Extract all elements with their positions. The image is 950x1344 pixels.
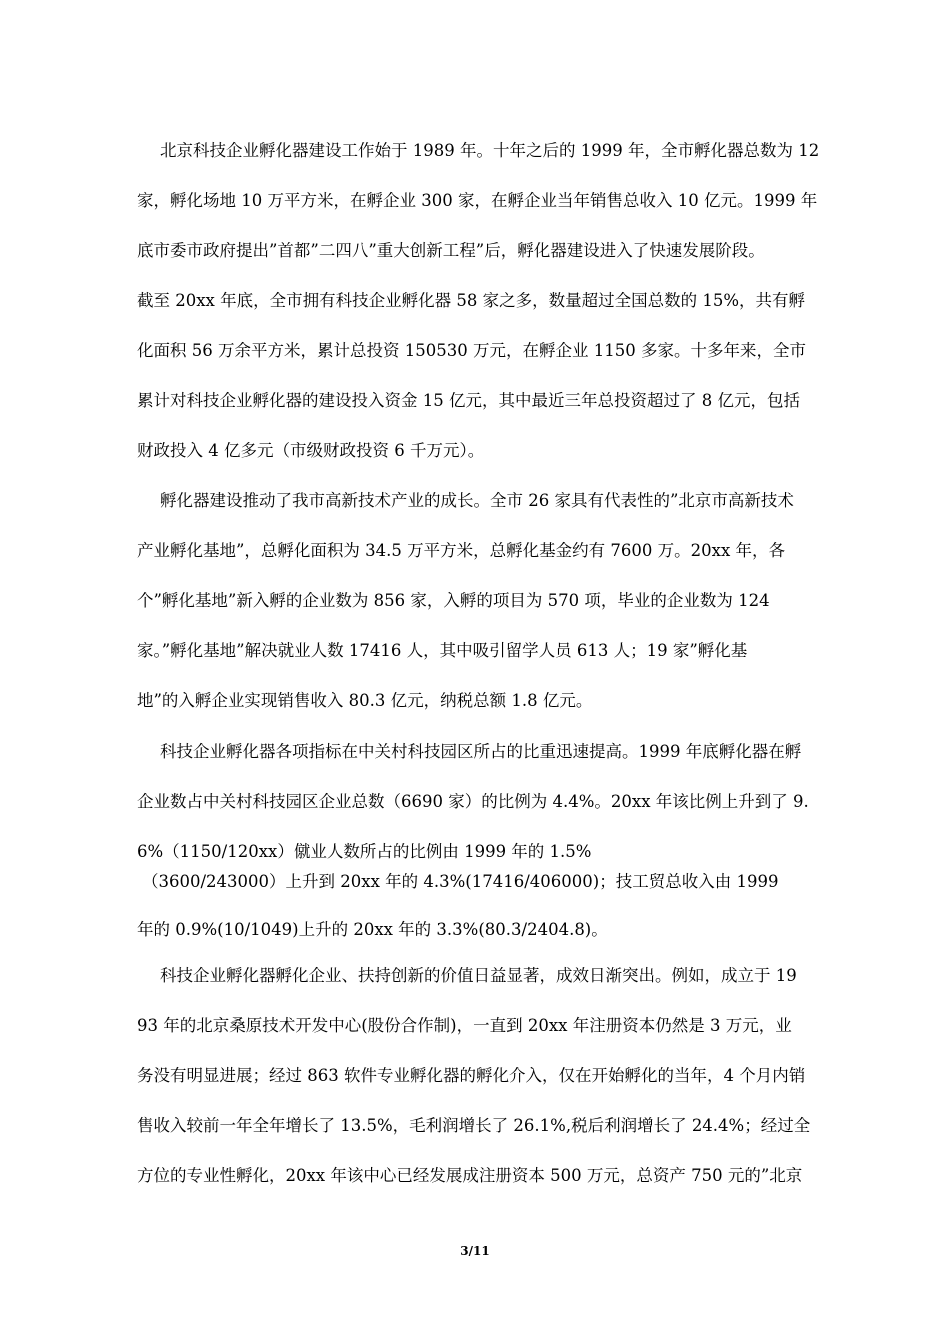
text-line: 地”的入孵企业实现销售收入 80.3 亿元，纳税总额 1.8 亿元。 [137, 691, 593, 710]
text-line: 企业数占中关村科技园区企业总数（6690 家）的比例为 4.4%。20xx 年该比例上升到了 9. [137, 792, 809, 811]
text-line: 底市委市政府提出”首都”二四八”重大创新工程”后，孵化器建设进入了快速发展阶段。 [137, 241, 765, 260]
text-line: （3600/243000）上升到 20xx 年的 4.3%(17416/406000)；技工贸总收入由 1999 [142, 872, 779, 891]
text-line: 截至 20xx 年底，全市拥有科技企业孵化器 58 家之多，数量超过全国总数的 15%，共有孵 [137, 291, 806, 310]
text-line: 财政投入 4 亿多元（市级财政投资 6 千万元）。 [137, 441, 485, 460]
text-line: 北京科技企业孵化器建设工作始于 1989 年。十年之后的 1999 年，全市孵化器总数为 12 [160, 141, 820, 160]
text-line: 年的 0.9%(10/1049)上升的 20xx 年的 3.3%(80.3/2404.8)。 [137, 920, 608, 939]
text-line: 个”孵化基地”新入孵的企业数为 856 家，入孵的项目为 570 项，毕业的企业数为 124 [137, 591, 770, 610]
text-line: 科技企业孵化器孵化企业、扶持创新的价值日益显著，成效日渐突出。例如，成立于 19 [160, 966, 797, 985]
text-line: 方位的专业性孵化，20xx 年该中心已经发展成注册资本 500 万元，总资产 750 元的”北京 [137, 1166, 803, 1185]
text-line: 93 年的北京桑原技术开发中心(股份合作制)，一直到 20xx 年注册资本仍然是 3 万元，业 [137, 1016, 792, 1035]
text-line: 务没有明显进展；经过 863 软件专业孵化器的孵化介入，仅在开始孵化的当年，4 个月内销 [137, 1066, 806, 1085]
text-line: 产业孵化基地”，总孵化面积为 34.5 万平方米，总孵化基金约有 7600 万。20xx 年，各 [137, 541, 785, 560]
text-line: 家。”孵化基地”解决就业人数 17416 人，其中吸引留学人员 613 人；19 家”孵化基 [137, 641, 748, 660]
text-line: 化面积 56 万余平方米，累计总投资 150530 万元，在孵企业 1150 多家。十多年来，全市 [137, 341, 806, 360]
page-number: 3/11 [460, 1244, 490, 1258]
text-line: 6%（1150/120xx）僦业人数所占的比例由 1999 年的 1.5% [137, 842, 592, 861]
text-line: 科技企业孵化器各项指标在中关村科技园区所占的比重迅速提高。1999 年底孵化器在孵 [160, 742, 802, 761]
text-line: 售收入较前一年全年增长了 13.5%，毛利润增长了 26.1%,税后利润增长了 24.4%；经过全 [137, 1116, 811, 1135]
text-line: 家，孵化场地 10 万平方米，在孵企业 300 家，在孵企业当年销售总收入 10 亿元。1999 年 [137, 191, 818, 210]
text-line: 累计对科技企业孵化器的建设投入资金 15 亿元，其中最近三年总投资超过了 8 亿元，包括 [137, 391, 800, 410]
text-line: 孵化器建设推动了我市高新技术产业的成长。全市 26 家具有代表性的”北京市高新技术 [160, 491, 794, 510]
